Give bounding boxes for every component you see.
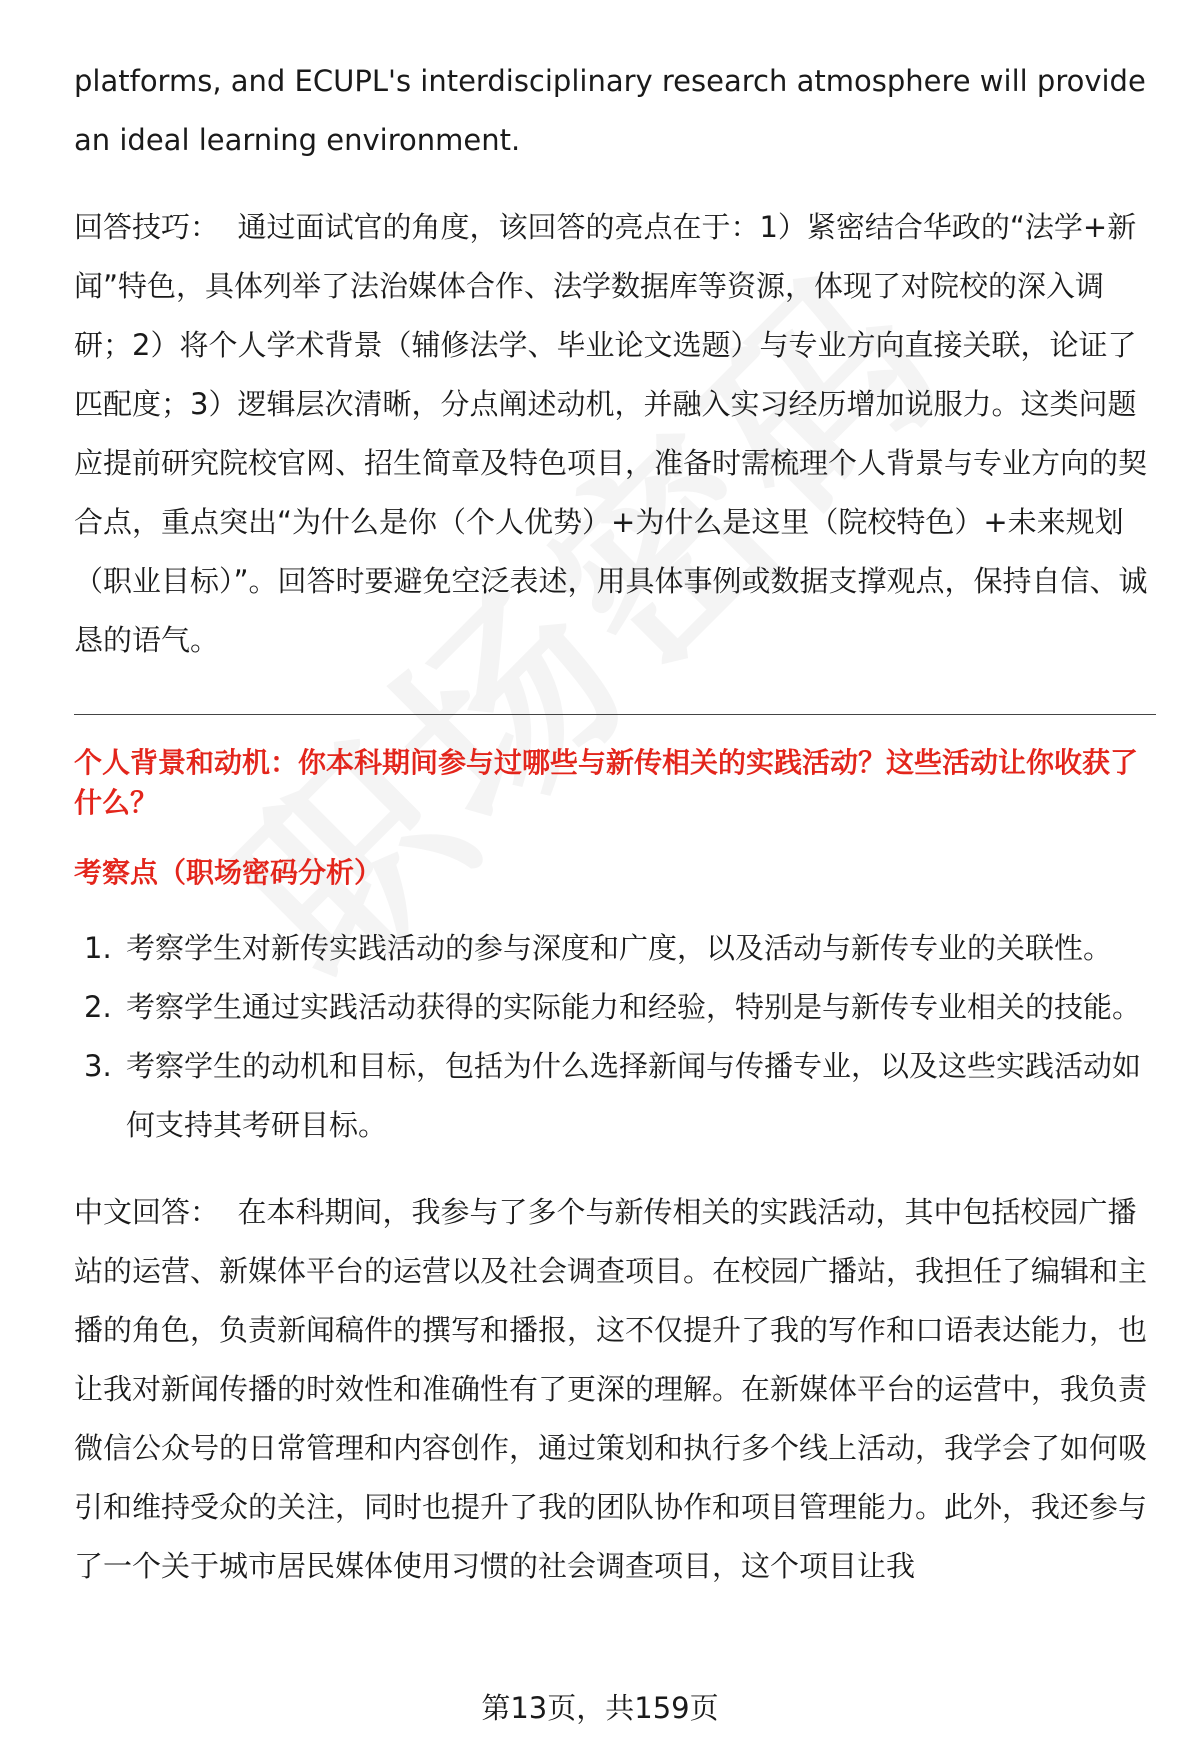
list-item-text: 考察学生通过实践活动获得的实际能力和经验，特别是与新传专业相关的技能。 <box>126 990 1142 1024</box>
list-item-number: 1. <box>84 931 112 965</box>
list-item-number: 3. <box>84 1049 112 1083</box>
intro-paragraph: platforms, and ECUPL's interdisciplinary research atmosphere will provide an ideal learning environment. <box>74 64 1146 157</box>
question-heading: 个人背景和动机：你本科期间参与过哪些与新传相关的实践活动？这些活动让你收获了什么？ <box>74 746 1139 819</box>
chinese-answer-text: 在本科期间，我参与了多个与新传相关的实践活动，其中包括校园广播站的运营、新媒体平台的运营以及社会调查项目。在校园广播站，我担任了编辑和主播的角色，负责新闻稿件的撰写和播报，这不仅提升了我的写作和口语表达能力，也让我对新闻传播的时效性和准确性有了更深的理解。在新媒体平台的运营中，我负责微信公众号的日常管理和内容创作，通过策划和执行多个线上活动，我学会了如何吸引和维持受众的关注，同时也提升了我的团队协作和项目管理能力。此外，我还参与了一个关于城市居民媒体使用习惯的社会调查项目，这个项目让我 <box>74 1195 1148 1583</box>
chinese-answer-label: 中文回答： <box>74 1195 220 1229</box>
list-item <box>74 1037 1156 1155</box>
analysis-list <box>74 919 1156 1155</box>
section-divider <box>74 714 1156 715</box>
chinese-answer-paragraph <box>74 1183 1156 1596</box>
analysis-title: 考察点（职场密码分析） <box>74 856 383 889</box>
answer-tip-paragraph <box>74 198 1156 670</box>
list-item-text: 考察学生的动机和目标，包括为什么选择新闻与传播专业，以及这些实践活动如何支持其考研目标。 <box>126 1049 1142 1142</box>
page-number-footer: 第13页，共159页 <box>481 1691 719 1725</box>
document-page <box>74 52 1156 1596</box>
list-item-number: 2. <box>84 990 112 1024</box>
answer-tip-label: 回答技巧： <box>74 210 220 244</box>
list-item <box>74 978 1156 1037</box>
list-item <box>74 919 1156 978</box>
answer-tip-text: 通过面试官的角度，该回答的亮点在于：1）紧密结合华政的“法学+新闻”特色，具体列举了法治媒体合作、法学数据库等资源，体现了对院校的深入调研；2）将个人学术背景（辅修法学、毕业论文选题）与专业方向直接关联，论证了匹配度；3）逻辑层次清晰，分点阐述动机，并融入实习经历增加说服力。这类问题应提前研究院校官网、招生简章及特色项目，准备时需梳理个人背景与专业方向的契合点，重点突出“为什么是你（个人优势）+为什么是这里（院校特色）+未来规划（职业目标）”。回答时要避免空泛表述，用具体事例或数据支撑观点，保持自信、诚恳的语气。 <box>74 210 1148 657</box>
list-item-text: 考察学生对新传实践活动的参与深度和广度，以及活动与新传专业的关联性。 <box>126 931 1113 965</box>
